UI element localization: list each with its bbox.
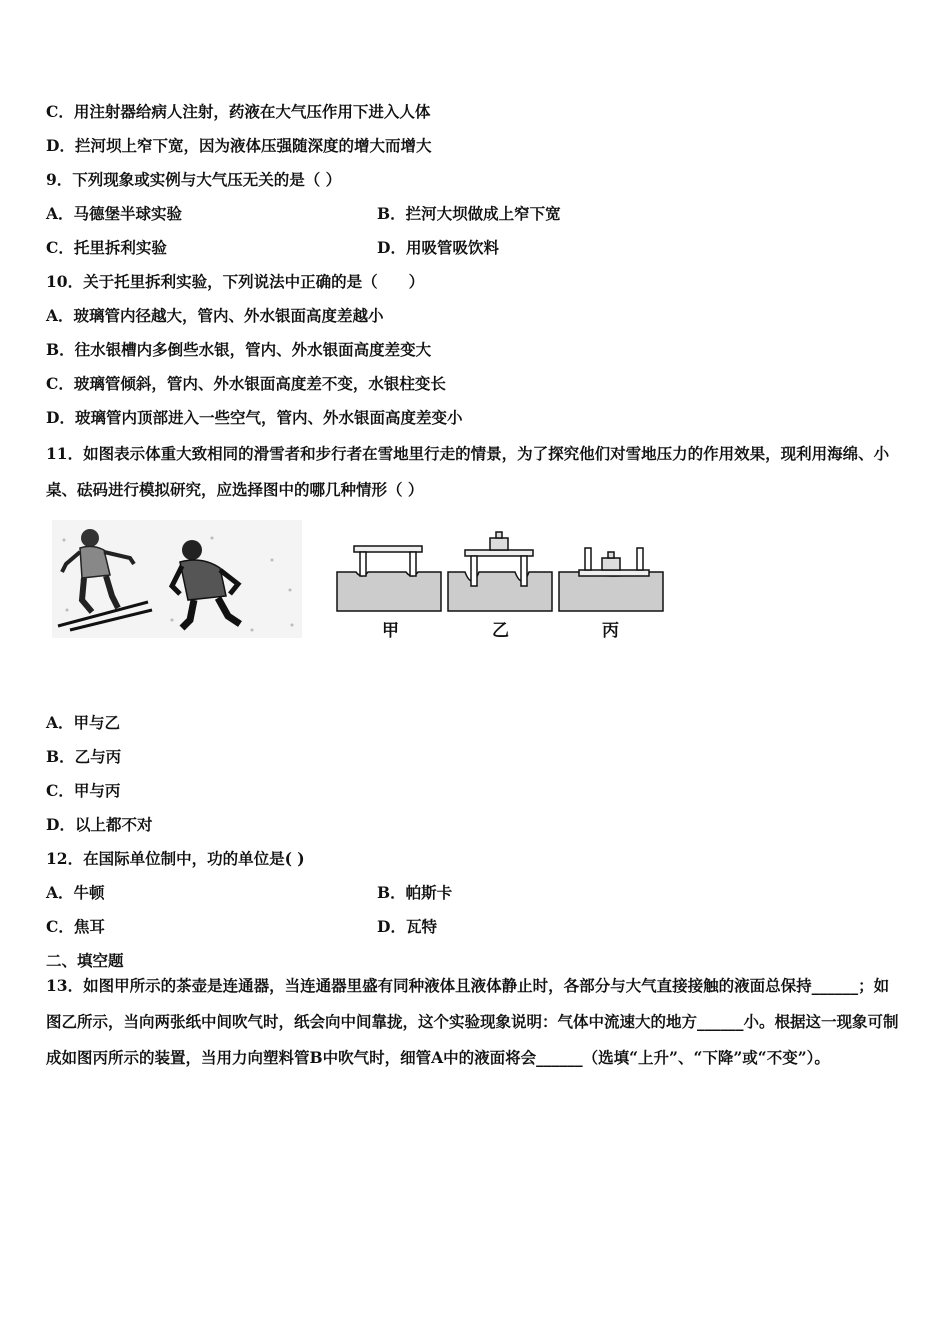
- q10-option-a: A．玻璃管内径越大，管内、外水银面高度差越小: [46, 306, 384, 325]
- q12-option-d: D．瓦特: [377, 917, 437, 936]
- question-12: 12．在国际单位制中，功的单位是( ): [46, 849, 305, 868]
- q9-option-b: B．拦河大坝做成上窄下宽: [377, 204, 561, 223]
- q9-option-c: C．托里拆利实验: [46, 238, 167, 257]
- option-c-prev: C．用注射器给病人注射，药液在大气压作用下进入人体: [46, 102, 431, 121]
- option-d-prev: D．拦河坝上窄下宽，因为液体压强随深度的增大而增大: [46, 136, 432, 155]
- sponge-experiment-diagram: [334, 528, 668, 616]
- q9-option-d: D．用吸管吸饮料: [377, 238, 499, 257]
- setup-yi: [448, 532, 552, 611]
- skier-walker-illustration: [52, 520, 302, 638]
- q12-option-a: A．牛顿: [46, 883, 105, 902]
- q11-option-a: A．甲与乙: [46, 713, 121, 732]
- q10-option-b: B．往水银槽内多倒些水银，管内、外水银面高度差变大: [46, 340, 432, 359]
- question-9: 9．下列现象或实例与大气压无关的是（ ）: [46, 170, 342, 189]
- q9-option-a: A．马德堡半球实验: [46, 204, 183, 223]
- q12-option-c: C．焦耳: [46, 917, 105, 936]
- q12-option-b: B．帕斯卡: [377, 883, 453, 902]
- caption-jia: 甲: [382, 621, 399, 641]
- question-10: 10．关于托里拆利实验，下列说法中正确的是（ ）: [46, 272, 425, 291]
- question-13: 13．如图甲所示的茶壶是连通器，当连通器里盛有同种液体且液体静止时，各部分与大气直接接触的液面总保持______；如图乙所示，当向两张纸中间吹气时，纸会向中间靠拢，这个实验现象说明：气体中流速大的地方______小。根据这一现象可制成如图丙所示的装置，当用力向塑料管B中吹气时，细管A中的液面将会______（选填“上升”、“下降”或“不变”）。: [46, 976, 899, 1067]
- q11-option-c: C．甲与丙: [46, 781, 121, 800]
- q10-option-c: C．玻璃管倾斜，管内、外水银面高度差不变，水银柱变长: [46, 374, 446, 393]
- question-11: 11．如图表示体重大致相同的滑雪者和步行者在雪地里行走的情景，为了探究他们对雪地压力的作用效果，现利用海绵、小桌、砝码进行模拟研究，应选择图中的哪几种情形（ ）: [46, 444, 890, 499]
- q11-option-b: B．乙与丙: [46, 747, 122, 766]
- caption-yi: 乙: [492, 621, 509, 641]
- setup-bing: [559, 548, 663, 611]
- caption-bing: 丙: [602, 621, 619, 641]
- setup-jia: [337, 546, 441, 611]
- q10-option-d: D．玻璃管内顶部进入一些空气，管内、外水银面高度差变小: [46, 408, 463, 427]
- section-fill-in-title: 二、填空题: [46, 951, 124, 970]
- q11-option-d: D．以上都不对: [46, 815, 153, 834]
